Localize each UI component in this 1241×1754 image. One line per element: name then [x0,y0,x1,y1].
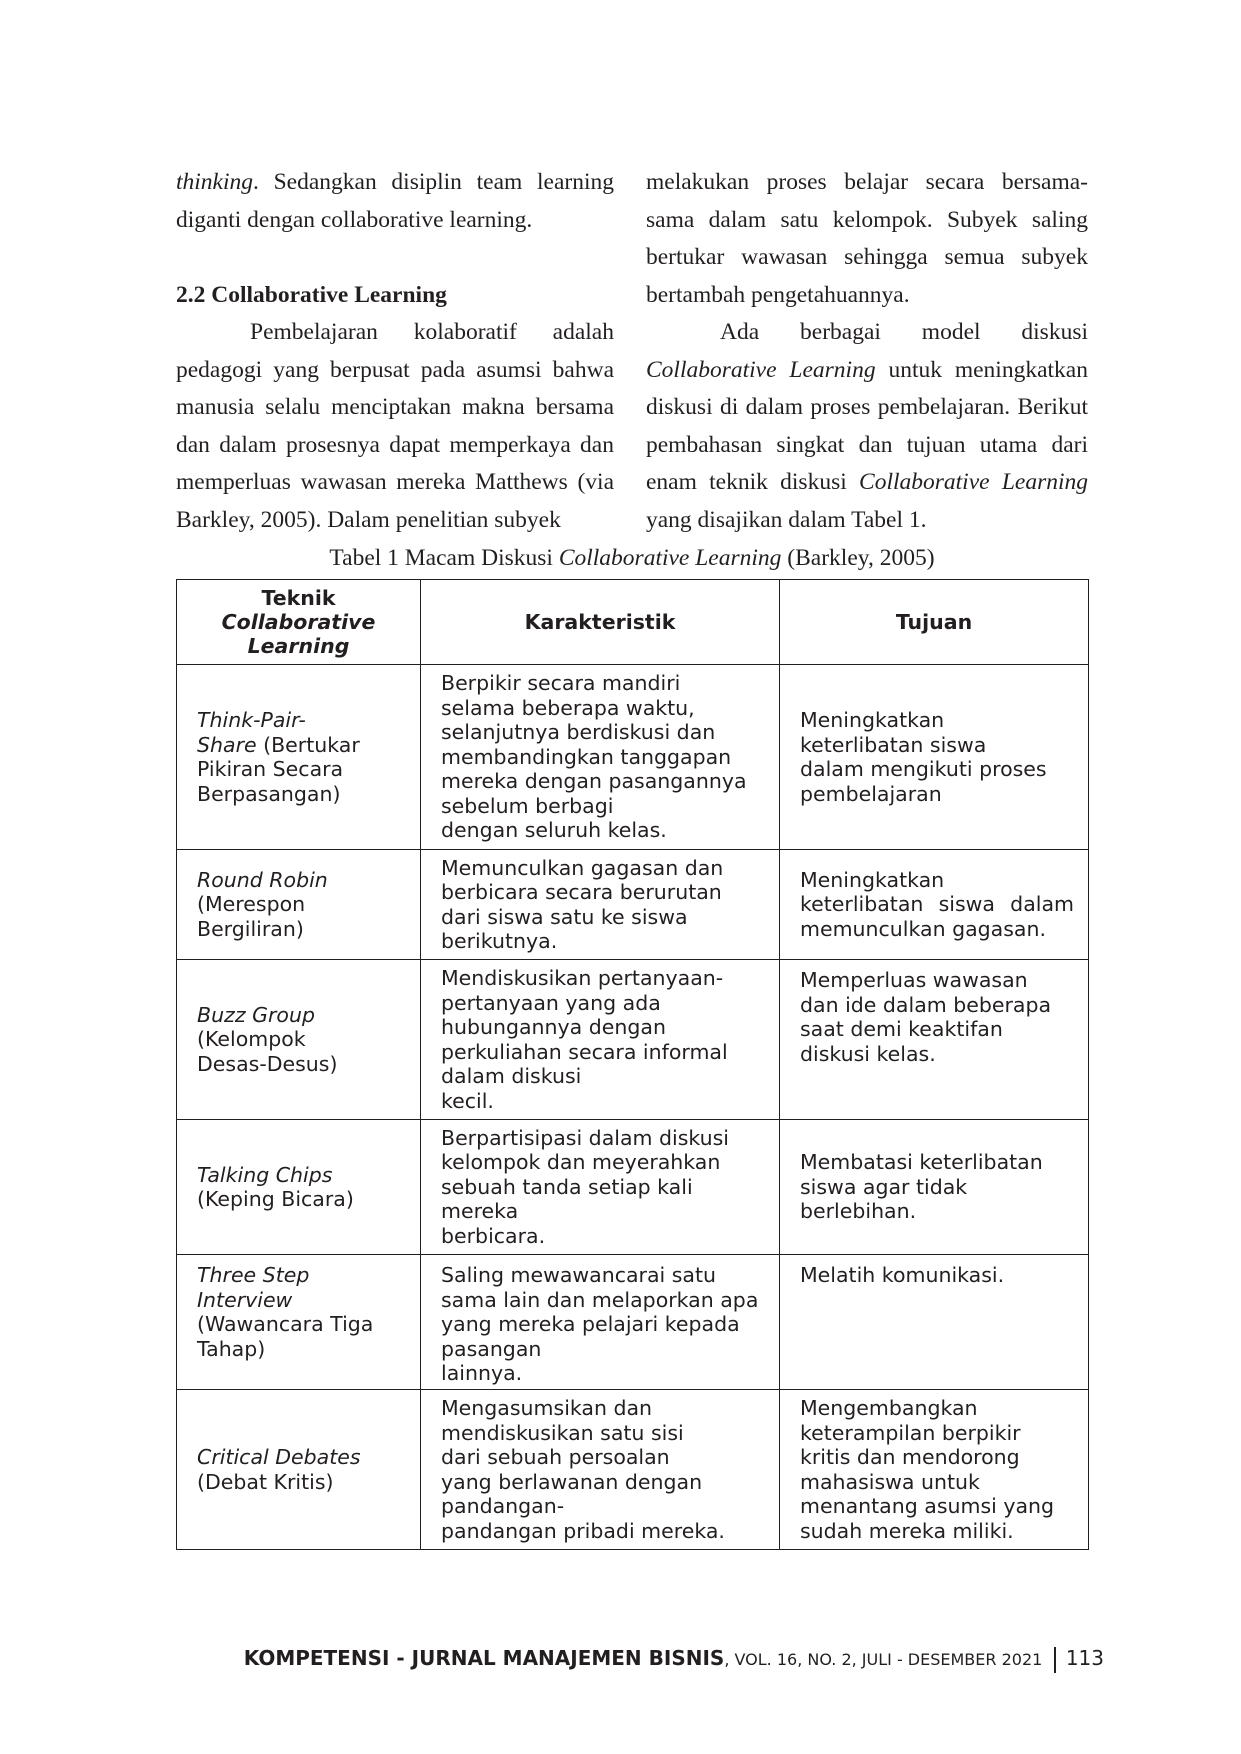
table-header-row [177,580,1089,665]
cell-karakteristik: Memunculkan gagasan dan berbicara secara berurutan dari siswa satu ke siswa berikutnya. [421,850,780,960]
italic-text: thinking [176,169,254,195]
right-column [646,164,1088,539]
cell-teknik: Three Step Interview (Wawancara Tiga Tahap) [177,1255,421,1390]
cell-tujuan: Mengembangkan keterampilan berpikir kritis dan mendorong mahasiswa untuk menantang asumsi yang sudah mereka miliki. [780,1390,1089,1550]
footer-divider [1054,1647,1056,1673]
cell-teknik: Talking Chips (Keping Bicara) [177,1120,421,1255]
table-caption: Tabel 1 Macam Diskusi Collaborative Learning (Barkley, 2005) [329,545,935,571]
header-karakteristik: Karakteristik [421,580,780,665]
cell-karakteristik: Saling mewawancarai satu sama lain dan melaporkan apa yang mereka pelajari kepada pasangan lainnya. [421,1255,780,1390]
cell-teknik: Think-Pair- Share (Bertukar Pikiran Secara Berpasangan) [177,665,421,850]
table-row [177,1390,1089,1550]
paragraph-text: . Sedangkan disiplin team learning diganti dengan collaborative learning. [176,169,614,233]
page-number: 113 [1065,1646,1104,1670]
journal-name: KOMPETENSI - JURNAL MANAJEMEN BISNIS [243,1646,725,1670]
table-row [177,850,1089,960]
table-row [177,1120,1089,1255]
section-heading: 2.2 Collaborative Learning [176,281,447,308]
left-paragraph-1 [176,164,614,239]
page-footer [244,1645,1104,1673]
right-paragraph-1: melakukan proses belajar secara bersama-sama dalam satu kelompok. Subyek saling bertukar wawasan sehingga semua subyek bertambah pengetahuannya. [646,169,1088,308]
journal-volume: , VOL. 16, NO. 2, JULI - DESEMBER 2021 [724,1650,1043,1669]
header-teknik: Teknik Collaborative Learning [177,580,421,665]
cell-tujuan: Meningkatkan keterlibatan siswa dalam mengikuti proses pembelajaran [780,665,1089,850]
table-row [177,665,1089,850]
cell-tujuan: Meningkatkan keterlibatan siswa dalam memunculkan gagasan. [780,850,1089,960]
cell-karakteristik: Berpartisipasi dalam diskusi kelompok dan meyerahkan sebuah tanda setiap kali mereka berbicara. [421,1120,780,1255]
table-row [177,1255,1089,1390]
left-paragraph-2: Pembelajaran kolaboratif adalah pedagogi yang berpusat pada asumsi bahwa manusia selalu menciptakan makna bersama dan dalam prosesnya dapat memperkaya dan memperluas wawasan mereka Matthews (via Barkley, 2005). Dalam penelitian subyek [176,319,614,533]
right-paragraph-2: Ada berbagai model diskusi Collaborative Learning untuk meningkatkan diskusi di dalam proses pembelajaran. Berikut pembahasan singkat dan tujuan utama dari enam teknik diskusi Collaborative Learning yang disajikan dalam Tabel 1. [646,319,1088,533]
cell-karakteristik: Mendiskusikan pertanyaan- pertanyaan yang ada hubungannya dengan perkuliahan secara informal dalam diskusi kecil. [421,960,780,1120]
cell-tujuan: Melatih komunikasi. [780,1255,1089,1390]
cell-tujuan: Memperluas wawasan dan ide dalam beberapa saat demi keaktifan diskusi kelas. [780,960,1089,1120]
cell-teknik: Buzz Group (Kelompok Desas-Desus) [177,960,421,1120]
header-tujuan: Tujuan [780,580,1089,665]
collaborative-learning-table [176,579,1089,1550]
cell-teknik: Critical Debates (Debat Kritis) [177,1390,421,1550]
cell-karakteristik: Berpikir secara mandiri selama beberapa waktu, selanjutnya berdiskusi dan membandingkan tanggapan mereka dengan pasangannya sebelum berbagi dengan seluruh kelas. [421,665,780,850]
cell-tujuan: Membatasi keterlibatan siswa agar tidak berlebihan. [780,1120,1089,1255]
table-row [177,960,1089,1120]
cell-karakteristik: Mengasumsikan dan mendiskusikan satu sisi dari sebuah persoalan yang berlawanan dengan pandangan- pandangan pribadi mereka. [421,1390,780,1550]
left-column [176,164,614,539]
cell-teknik: Round Robin (Merespon Bergiliran) [177,850,421,960]
